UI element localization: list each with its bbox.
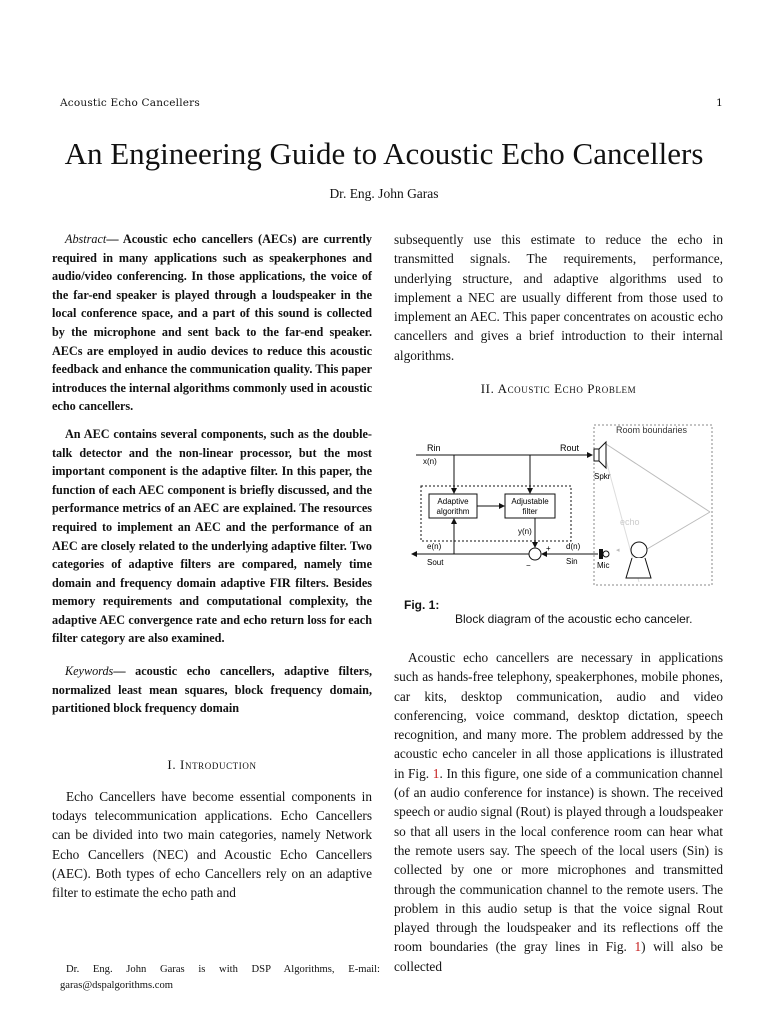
keywords-text: acoustic echo cancellers, adaptive filters, normalized least mean squares, block frequency domain, partitioned block frequency domain bbox=[52, 664, 372, 716]
right-column-body bbox=[394, 648, 723, 976]
acoustic-echo-problem-paragraph bbox=[394, 648, 723, 976]
en-label: e(n) bbox=[427, 542, 442, 551]
abstract bbox=[52, 230, 372, 416]
section-heading-acoustic-echo-problem: II. Acoustic Echo Problem bbox=[480, 381, 637, 397]
abstract-paragraph-2: An AEC contains several components, such as the double-talk detector and the non-linear processor, but the most important component is the adaptive filter. In this paper, the function of each AEC component is briefly discussed, and the performance metrics of an AEC are explained. The resources required to implement an AEC and the performance of an AEC are closely related to the underlying adaptive filter. Two categories of adaptive filters are compared, namely time domain and frequency domain adaptive FIR filters. Besides memory requirements and computational complexity, the adaptive AEC convergence rate and echo return loss for each filter category are also examined. bbox=[52, 426, 372, 646]
abstract-dash: — bbox=[106, 232, 119, 246]
person-body-icon bbox=[626, 558, 651, 578]
running-head bbox=[60, 97, 723, 109]
svg-text:◂: ◂ bbox=[616, 547, 620, 554]
xn-label: x(n) bbox=[423, 457, 437, 466]
summing-junction bbox=[529, 548, 541, 560]
figure-label: Fig. 1: bbox=[404, 598, 440, 612]
page-number: 1 bbox=[716, 97, 723, 109]
microphone-head-icon bbox=[603, 551, 609, 557]
keywords-label: Keywords bbox=[65, 664, 114, 679]
figure-reference-link[interactable]: 1 bbox=[634, 939, 642, 955]
sout-label: Sout bbox=[427, 558, 444, 567]
author: Dr. Eng. John Garas bbox=[329, 186, 439, 201]
rin-label: Rin bbox=[427, 443, 441, 453]
right-column bbox=[394, 230, 723, 397]
adjustable-label-1: Adjustable bbox=[511, 497, 549, 506]
microphone-icon bbox=[599, 549, 603, 559]
rout-label: Rout bbox=[560, 443, 580, 453]
room-boundaries-label: Room boundaries bbox=[616, 425, 688, 435]
echo-path-line bbox=[606, 444, 710, 512]
running-head-title: Acoustic Echo Cancellers bbox=[60, 97, 200, 109]
yn-label: y(n) bbox=[518, 527, 532, 536]
echo-path-line bbox=[642, 512, 710, 552]
plus-sign: + bbox=[546, 544, 551, 553]
section-heading-introduction: I. Introduction bbox=[167, 756, 257, 772]
minus-sign: − bbox=[526, 561, 531, 570]
sin-label: Sin bbox=[566, 557, 578, 566]
para-text-b: . In this figure, one side of a communication channel (of an audio conference for instance) is shown. The received speech or audio signal (Rout) is played through a loudspeaker so that all users in the local conference room can hear what the remote users say. The speech of the local users (Sin) is collected by one or more microphones and transmitted through the communication channel to the remote users. The problem in this audio setup is that the voice signal Rout played through the loudspeaker and its reflections off the room boundaries (the gray lines in Fig. bbox=[394, 765, 724, 955]
speaker-icon bbox=[594, 449, 599, 461]
figure-reference-link[interactable]: 1 bbox=[432, 765, 440, 781]
introduction-paragraph: Echo Cancellers have become essential components in todays telecommunication applications. Echo Cancellers can be divided into two main categories, namely Network Echo Cancellers (NEC) and Acoustic Echo Cancellers (AEC). Both types of echo Cancellers rely on an adaptive filter to estimate the echo path and bbox=[52, 788, 372, 901]
para-text-a: Acoustic echo cancellers are necessary in applications such as hands-free telephony, speakerphones, mobile phones, car kits, desktop communication, audio and video conferencing, voice command, desktop dictation, speech recognition, and many more. The problem addressed by the acoustic echo canceler in all those applications is illustrated in Fig. bbox=[394, 650, 723, 781]
speaker-cone-icon bbox=[599, 442, 606, 468]
echo-label: echo bbox=[620, 517, 640, 527]
figure-caption bbox=[404, 598, 724, 626]
figure-caption-text: Block diagram of the acoustic echo canceler. bbox=[455, 612, 693, 626]
abstract-text: Acoustic echo cancellers (AECs) are currently required in many applications such as speakerphones and audio/video conferencing. In those applications, the voice of the far-end speaker is played through a loudspeaker in the local conference space, and a part of this sound is collected by the microphone and sent back to the far-end speaker. AECs are employed in audio devices to reduce this acoustic feedback and enhance the communication quality. This paper introduces the internal algorithms commonly used in acoustic echo cancellers. bbox=[52, 232, 372, 414]
dn-label: d(n) bbox=[566, 542, 581, 551]
room-boundary bbox=[594, 425, 712, 585]
intro-continuation: subsequently use this estimate to reduce the echo in transmitted signals. The requirements, performance, underlying structure, and adaptive algorithms used to implement a NEC are usually different from those used to implement an AEC. This paper concentrates on acoustic echo cancellers and gives a brief introduction to their internal algorithms. bbox=[394, 232, 723, 363]
spkr-label: Spkr bbox=[594, 472, 611, 481]
footnote: Dr. Eng. John Garas is with DSP Algorithms, E-mail: garas@dspalgorithms.com bbox=[60, 964, 380, 991]
para-text-c: ) will also be collected bbox=[394, 939, 723, 974]
keywords bbox=[52, 662, 372, 718]
mic-label: Mic bbox=[597, 561, 610, 570]
adjustable-label-2: filter bbox=[522, 507, 538, 516]
left-column bbox=[52, 230, 372, 903]
adaptive-label-1: Adaptive bbox=[437, 497, 469, 506]
keywords-dash: — bbox=[113, 664, 126, 679]
abstract-label: Abstract bbox=[65, 232, 107, 246]
person-head-icon bbox=[631, 542, 647, 558]
paper-title: An Engineering Guide to Acoustic Echo Cancellers bbox=[64, 136, 704, 171]
adaptive-label-2: algorithm bbox=[436, 507, 470, 516]
